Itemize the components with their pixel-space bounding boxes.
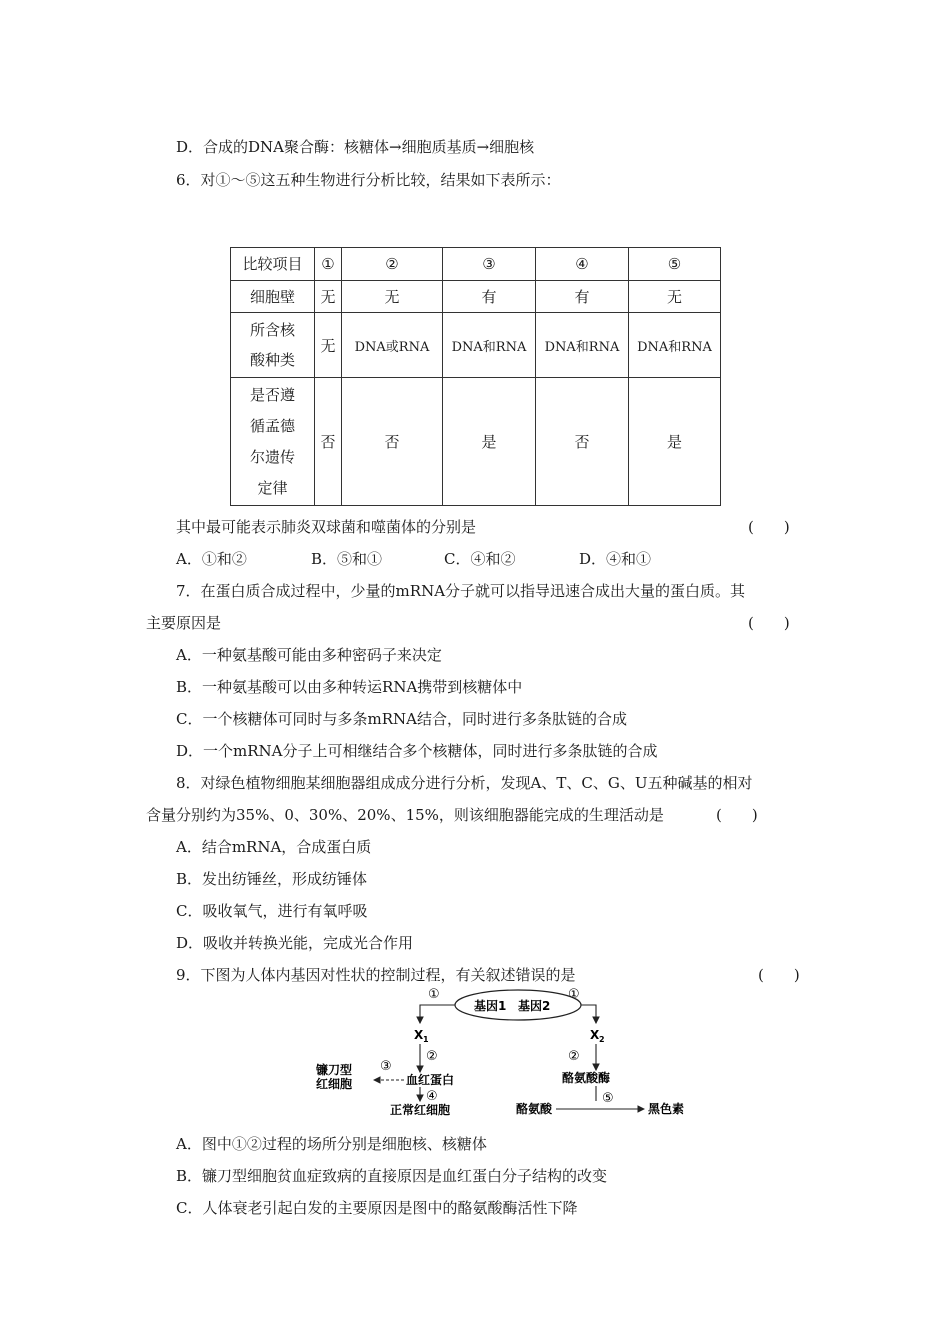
option: B．一种氨基酸可以由多种转运RNA携带到核糖体中 (176, 678, 523, 696)
q7-stem-cont: 主要原因是 (146, 614, 222, 632)
x1-subscript: 1 (423, 1035, 429, 1044)
hemoglobin-label: 血红蛋白 (406, 1073, 455, 1087)
table-cell: 无 (629, 281, 721, 313)
tyrosine-label: 酪氨酸 (516, 1102, 553, 1116)
gene-control-diagram (300, 980, 685, 1120)
q6-question: 其中最可能表示肺炎双球菌和噬菌体的分别是 (176, 518, 477, 536)
option: A．①和② (176, 550, 247, 568)
table-cell: 无 (342, 281, 443, 313)
step-circle-1-right: ① (568, 987, 580, 1002)
normal-rbc-label: 正常红细胞 (390, 1103, 451, 1117)
answer-paren: ( ) (748, 518, 790, 536)
table-cell: DNA或RNA (342, 313, 443, 378)
table-header-cell: ② (342, 248, 443, 281)
table-cell: DNA和RNA (443, 313, 536, 378)
q8-stem-cont: 含量分别约为35%、0、30%、20%、15%，则该细胞器能完成的生理活动是 (146, 806, 664, 824)
table-header-cell: ④ (536, 248, 629, 281)
table-cell: 否 (536, 378, 629, 506)
x1-label: X (414, 1028, 424, 1042)
row-label-line: 循孟德 (249, 416, 295, 435)
option: C．吸收氧气，进行有氧呼吸 (176, 902, 368, 920)
row-label-line: 是否遵 (249, 385, 295, 404)
table-row (231, 378, 721, 506)
option: B．镰刀型细胞贫血症致病的直接原因是血红蛋白分子结构的改变 (176, 1167, 608, 1185)
answer-paren: ( ) (716, 806, 758, 824)
option: D．一个mRNA分子上可相继结合多个核糖体，同时进行多条肽链的合成 (176, 742, 658, 760)
row-label-line: 定律 (257, 478, 288, 497)
q9-stem: 9．下图为人体内基因对性状的控制过程，有关叙述错误的是 (176, 966, 576, 984)
step-circle-5: ⑤ (602, 1091, 614, 1106)
table-cell: 有 (443, 281, 536, 313)
option: B．发出纺锤丝，形成纺锤体 (176, 870, 368, 888)
row-label (231, 378, 315, 506)
option: C．④和② (444, 550, 516, 568)
option: A．一种氨基酸可能由多种密码子来决定 (176, 646, 442, 664)
q6-options (176, 549, 651, 569)
table-cell: 无 (315, 313, 342, 378)
row-label-line: 尔遗传 (249, 447, 295, 466)
row-label (231, 313, 315, 378)
option: B．⑤和① (311, 550, 383, 568)
option: A．结合mRNA，合成蛋白质 (176, 838, 372, 856)
step-circle-4: ④ (426, 1089, 438, 1104)
melanin-label: 黑色素 (648, 1102, 685, 1116)
option: D．④和① (579, 550, 652, 568)
arrow-transcription-left (420, 1005, 455, 1023)
q5-option-d: D．合成的DNA聚合酶：核糖体→细胞质基质→细胞核 (176, 138, 535, 156)
sickle-label-line2: 红细胞 (316, 1077, 353, 1091)
x2-label: X (590, 1028, 600, 1042)
answer-paren: ( ) (758, 966, 800, 984)
step-circle-3: ③ (380, 1059, 392, 1074)
x2-subscript: 2 (599, 1035, 605, 1044)
step-circle-2-left: ② (426, 1049, 438, 1064)
table-header-cell: ⑤ (629, 248, 721, 281)
answer-paren: ( ) (748, 614, 790, 632)
table-header-row (231, 248, 721, 281)
table-cell: 否 (315, 378, 342, 506)
table-cell: 有 (536, 281, 629, 313)
arrow-transcription-right (581, 1005, 596, 1023)
table-header-cell: ① (315, 248, 342, 281)
table-cell: 否 (342, 378, 443, 506)
option: C．人体衰老引起白发的主要原因是图中的酪氨酸酶活性下降 (176, 1199, 578, 1217)
sickle-label-line1: 镰刀型 (316, 1063, 353, 1077)
row-label: 细胞壁 (231, 281, 315, 313)
option: A．图中①②过程的场所分别是细胞核、核糖体 (176, 1135, 487, 1153)
gene1-label: 基因1 (474, 999, 507, 1013)
table-cell: 无 (315, 281, 342, 313)
comparison-table (230, 247, 721, 506)
q8-stem: 8．对绿色植物细胞某细胞器组成成分进行分析，发现A、T、C、G、U五种碱基的相对 (176, 774, 753, 792)
table-header-cell: ③ (443, 248, 536, 281)
option: D．吸收并转换光能，完成光合作用 (176, 934, 414, 952)
table-cell: DNA和RNA (536, 313, 629, 378)
row-label-line: 酸种类 (249, 351, 295, 369)
gene2-label: 基因2 (518, 999, 551, 1013)
q6-stem: 6．对①～⑤这五种生物进行分析比较，结果如下表所示： (176, 171, 561, 189)
step-circle-1-left: ① (428, 987, 440, 1002)
row-label-line: 所含核 (249, 321, 295, 339)
table-cell: DNA和RNA (629, 313, 721, 378)
option: C．一个核糖体可同时与多条mRNA结合，同时进行多条肽链的合成 (176, 710, 627, 728)
table-row (231, 281, 721, 313)
step-circle-2-right: ② (568, 1049, 580, 1064)
table-cell: 是 (629, 378, 721, 506)
tyrosinase-label: 酪氨酸酶 (562, 1071, 611, 1085)
table-row (231, 313, 721, 378)
table-cell: 是 (443, 378, 536, 506)
table-header-cell: 比较项目 (231, 248, 315, 281)
q7-stem: 7．在蛋白质合成过程中，少量的mRNA分子就可以指导迅速合成出大量的蛋白质。其 (176, 582, 746, 600)
